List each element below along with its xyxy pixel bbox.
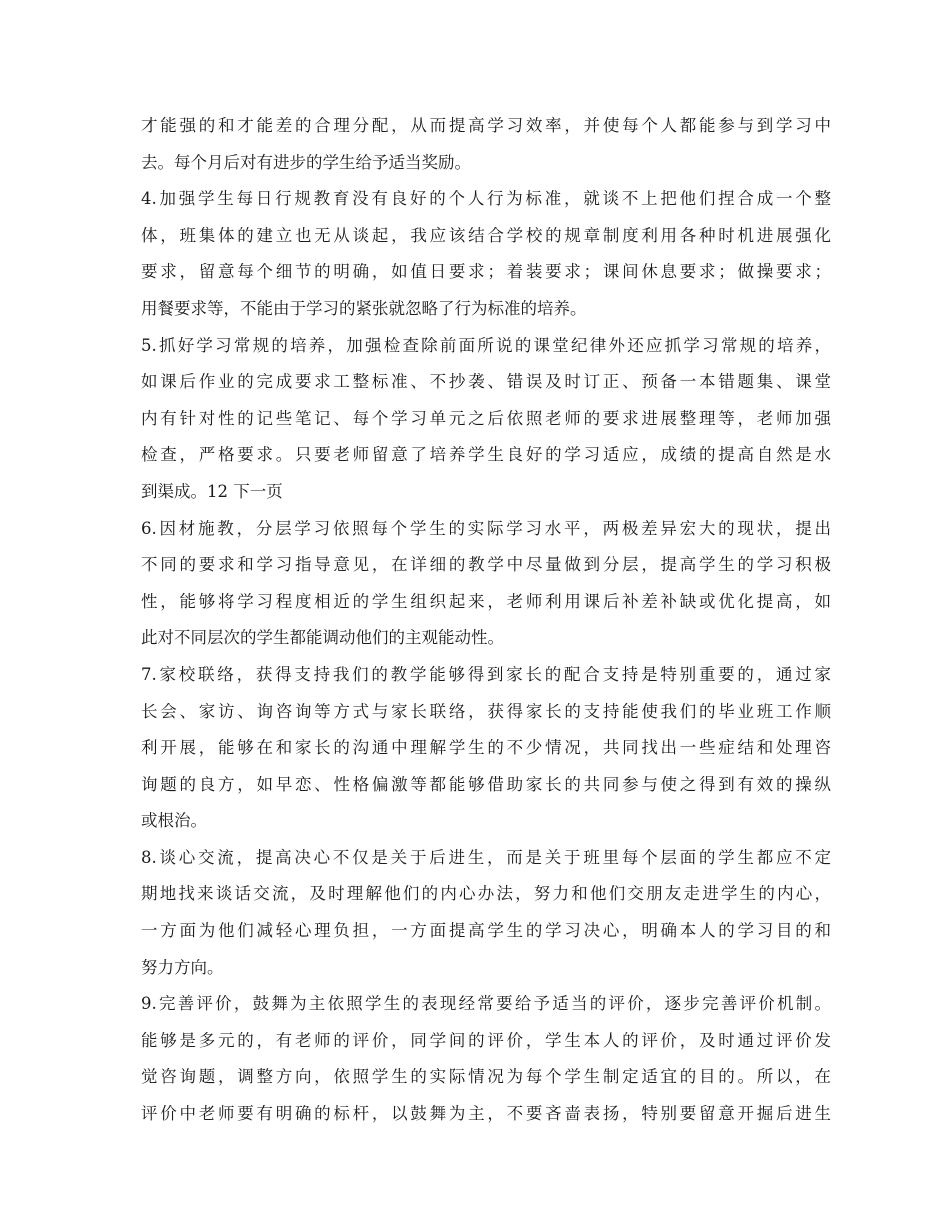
text-line: 一方面为他们减轻心理负担，一方面提高学生的学习决心，明确本人的学习目的和 — [141, 921, 831, 941]
text-line: 去。每个月后对有进步的学生给予适当奖励。 — [141, 152, 471, 172]
text-line: 8.谈心交流，提高决心不仅是关于后进生，而是关于班里每个层面的学生都应不定 — [141, 847, 831, 867]
text-line: 7.家校联络，获得支持我们的教学能够得到家长的配合支持是特别重要的，通过家 — [141, 664, 831, 684]
text-line: 利开展，能够在和家长的沟通中理解学生的不少情况，共同找出一些症结和处理咨 — [141, 738, 831, 758]
text-line: 内有针对性的记些笔记、每个学习单元之后依照老师的要求进展整理等，老师加强 — [141, 408, 831, 428]
body-text — [141, 108, 831, 1133]
text-line: 检查，严格要求。只要老师留意了培养学生良好的学习适应，成绩的提高自然是水 — [141, 445, 831, 465]
text-line: 期地找来谈话交流，及时理解他们的内心办法，努力和他们交朋友走进学生的内心， — [141, 884, 831, 904]
text-line: 要求，留意每个细节的明确，如值日要求；着装要求；课间休息要求；做操要求； — [141, 262, 831, 282]
text-line: 体，班集体的建立也无从谈起，我应该结合学校的规章制度利用各种时机进展强化 — [141, 225, 831, 245]
text-line: 询题的良方，如早恋、性格偏激等都能够借助家长的共同参与使之得到有效的操纵 — [141, 774, 831, 794]
text-line: 长会、家访、询咨询等方式与家长联络，获得家长的支持能使我们的毕业班工作顺 — [141, 701, 831, 721]
text-line: 到渠成。12 下一页 — [141, 481, 283, 501]
text-line: 5.抓好学习常规的培养，加强检查除前面所说的课堂纪律外还应抓学习常规的培养， — [141, 335, 831, 355]
text-line: 努力方向。 — [141, 957, 224, 977]
text-line: 或根治。 — [141, 811, 207, 831]
text-line: 才能强的和才能差的合理分配，从而提高学习效率，并使每个人都能参与到学习中 — [141, 116, 831, 135]
text-line: 此对不同层次的学生都能调动他们的主观能动性。 — [141, 628, 504, 648]
text-line: 能够是多元的，有老师的评价，同学间的评价，学生本人的评价，及时通过评价发 — [141, 1030, 831, 1050]
text-line: 6.因材施教，分层学习依照每个学生的实际学习水平，两极差异宏大的现状，提出 — [141, 518, 831, 538]
text-line: 不同的要求和学习指导意见，在详细的教学中尽量做到分层，提高学生的学习积极 — [141, 555, 831, 575]
text-line: 觉咨询题，调整方向，依照学生的实际情况为每个学生制定适宜的目的。所以，在 — [141, 1067, 831, 1087]
text-line: 4.加强学生每日行规教育没有良好的个人行为标准，就谈不上把他们捏合成一个整 — [141, 189, 831, 209]
text-line: 9.完善评价，鼓舞为主依照学生的表现经常要给予适当的评价，逐步完善评价机制。 — [141, 994, 831, 1014]
text-line: 性，能够将学习程度相近的学生组织起来，老师利用课后补差补缺或优化提高，如 — [141, 591, 831, 611]
text-line: 评价中老师要有明确的标杆，以鼓舞为主，不要吝啬表扬，特别要留意开掘后进生 — [141, 1104, 831, 1124]
text-line: 如课后作业的完成要求工整标准、不抄袭、错误及时订正、预备一本错题集、课堂 — [141, 372, 831, 392]
text-line: 用餐要求等，不能由于学习的紧张就忽略了行为标准的培养。 — [141, 298, 587, 318]
